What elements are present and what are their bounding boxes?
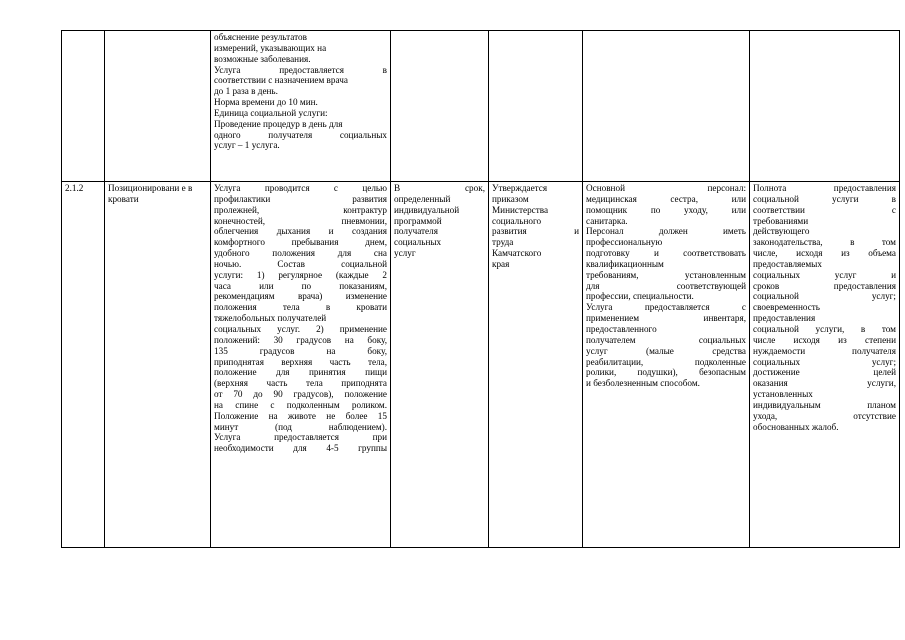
- text-line: от 70 до 90 градусов), положение: [214, 389, 387, 400]
- text-line: своевременность: [753, 302, 820, 313]
- cell-service-name: [105, 31, 211, 182]
- text-line: применением инвентаря,: [586, 313, 746, 324]
- text-line: числе, исходя из объема: [753, 248, 896, 259]
- text-line: Услуга предоставляется в: [214, 64, 387, 75]
- text-line: до 1 раза в день.: [214, 86, 278, 97]
- text-line: социальной услуги, в том: [753, 323, 896, 334]
- text-line: оказания услуги,: [753, 378, 896, 389]
- text-line: для соответствующей: [586, 280, 746, 291]
- text-line: достижение целей: [753, 367, 896, 378]
- cell-number: 2.1.2: [62, 182, 105, 548]
- text-line: реабилитации, подколенные: [586, 356, 746, 367]
- text-line: Единица социальной услуги:: [214, 107, 328, 118]
- text-line: измерений, указывающих на: [214, 42, 327, 53]
- text-line: медицинская сестра, или: [586, 193, 746, 204]
- text-line: программой: [394, 215, 442, 226]
- text-line: социальных услуг и: [753, 269, 896, 280]
- text-line: индивидуальным планом: [753, 399, 896, 410]
- text-line: необходимости для 4-5 группы: [214, 443, 387, 454]
- cell-number: [62, 31, 105, 182]
- text-line: Норма времени до 10 мин.: [214, 97, 318, 108]
- text-line: предоставленного: [586, 323, 657, 334]
- cell-approval: [489, 182, 583, 548]
- text-line: Основной персонал:: [586, 183, 746, 193]
- text-line: объяснение результатов: [214, 32, 307, 42]
- cell-quality: [750, 31, 900, 182]
- text-line: подготовку и соответствовать: [586, 248, 746, 259]
- text-line: помощник по уходу, или: [586, 204, 746, 215]
- text-line: действующего: [753, 226, 810, 237]
- cell-conditions: [583, 182, 750, 548]
- text-line: облегчения дыхания и создания: [214, 226, 387, 237]
- text-line: положение для принятия пищи: [214, 367, 387, 378]
- text-line: Утверждается: [492, 183, 548, 193]
- text-line: 135 градусов на боку,: [214, 345, 387, 356]
- text-line: индивидуальной: [394, 204, 460, 215]
- text-line: В срок,: [394, 183, 485, 193]
- text-line: комфортного пребывания днем,: [214, 237, 387, 248]
- services-table: [61, 30, 900, 548]
- text-line: одного получателя социальных: [214, 129, 387, 140]
- text-line: социальной услуги в: [753, 193, 896, 204]
- cell-service-description: [211, 31, 391, 182]
- text-line: ролики, подушки), безопасным: [586, 367, 746, 378]
- text-line: конечностей, пневмонии,: [214, 215, 387, 226]
- text-line: социальных услуг;: [753, 356, 896, 367]
- text-line: положения тела в кровати: [214, 302, 387, 313]
- text-line: Полнота предоставления: [753, 183, 896, 193]
- text-line: установленных: [753, 389, 813, 400]
- text-line: профессии, специальности.: [586, 291, 694, 302]
- cell-period: [391, 31, 489, 182]
- text-line: рекомендациям врача) изменение: [214, 291, 387, 302]
- text-line: профессиональную: [586, 237, 663, 248]
- text-line: Проведение процедур в день для: [214, 118, 343, 129]
- text-line: обоснованных жалоб.: [753, 421, 839, 432]
- cell-quality: [750, 182, 900, 548]
- cell-conditions: [583, 31, 750, 182]
- cell-period: [391, 182, 489, 548]
- cell-approval: [489, 31, 583, 182]
- text-line: минут (под наблюдением).: [214, 421, 387, 432]
- text-line: развития и: [492, 226, 579, 237]
- text-line: и безболезненным способом.: [586, 378, 700, 389]
- text-line: законодательства, в том: [753, 237, 896, 248]
- text-line: сроков предоставления: [753, 280, 896, 291]
- text-line: Услуга предоставляется при: [214, 432, 387, 443]
- text-line: Услуга предоставляется с: [586, 302, 746, 313]
- cell-service-description: [211, 182, 391, 548]
- text-line: Положение на животе не более 15: [214, 410, 387, 421]
- text-line: пролежней, контрактур: [214, 204, 387, 215]
- cell-service-name: Позиционировани е в кровати: [105, 182, 211, 548]
- text-line: услуг (малые средства: [586, 345, 746, 356]
- text-line: соответствии с: [753, 204, 896, 215]
- text-line: тяжелобольных получателей: [214, 313, 327, 324]
- text-line: получателем социальных: [586, 334, 746, 345]
- text-line: приподнятая верхняя часть тела,: [214, 356, 387, 367]
- text-line: возможные заболевания.: [214, 53, 311, 64]
- text-line: определенный: [394, 193, 451, 204]
- text-line: (верхняя часть тела приподнята: [214, 378, 387, 389]
- table-row: [62, 182, 900, 548]
- text-line: края: [492, 258, 510, 269]
- text-line: часа или по показаниям,: [214, 280, 387, 291]
- text-line: социальной услуг;: [753, 291, 896, 302]
- text-line: услуги: 1) регулярное (каждые 2: [214, 269, 387, 280]
- text-line: предоставления: [753, 313, 816, 324]
- table-row: [62, 31, 900, 182]
- text-line: на спине с подколенным роликом.: [214, 399, 387, 410]
- text-line: санитарка.: [586, 215, 628, 226]
- text-line: получателя: [394, 226, 438, 237]
- text-line: социального: [492, 215, 542, 226]
- text-line: соответствии с назначением врача: [214, 75, 348, 86]
- text-line: требованиями: [753, 215, 809, 226]
- text-line: социальных: [394, 237, 442, 248]
- text-line: услуг – 1 услуга.: [214, 140, 280, 151]
- text-line: Министерства: [492, 204, 549, 215]
- text-line: Камчатского: [492, 248, 542, 259]
- text-line: положений: 30 градусов на боку,: [214, 334, 387, 345]
- text-line: ухода, отсутствие: [753, 410, 896, 421]
- text-line: социальных услуг. 2) применение: [214, 323, 387, 334]
- text-line: труда: [492, 237, 514, 248]
- text-line: квалификационным: [586, 258, 664, 269]
- text-line: ночью. Состав социальной: [214, 258, 387, 269]
- text-line: услуг: [394, 248, 416, 259]
- text-line: Услуга проводится с целью: [214, 183, 387, 193]
- text-line: Персонал должен иметь: [586, 226, 746, 237]
- text-line: предоставляемых: [753, 258, 822, 269]
- text-line: требованиям, установленным: [586, 269, 746, 280]
- text-line: удобного положения для сна: [214, 248, 387, 259]
- text-line: приказом: [492, 193, 529, 204]
- text-line: нуждаемости получателя: [753, 345, 896, 356]
- text-line: числе исходя из степени: [753, 334, 896, 345]
- text-line: профилактики развития: [214, 193, 387, 204]
